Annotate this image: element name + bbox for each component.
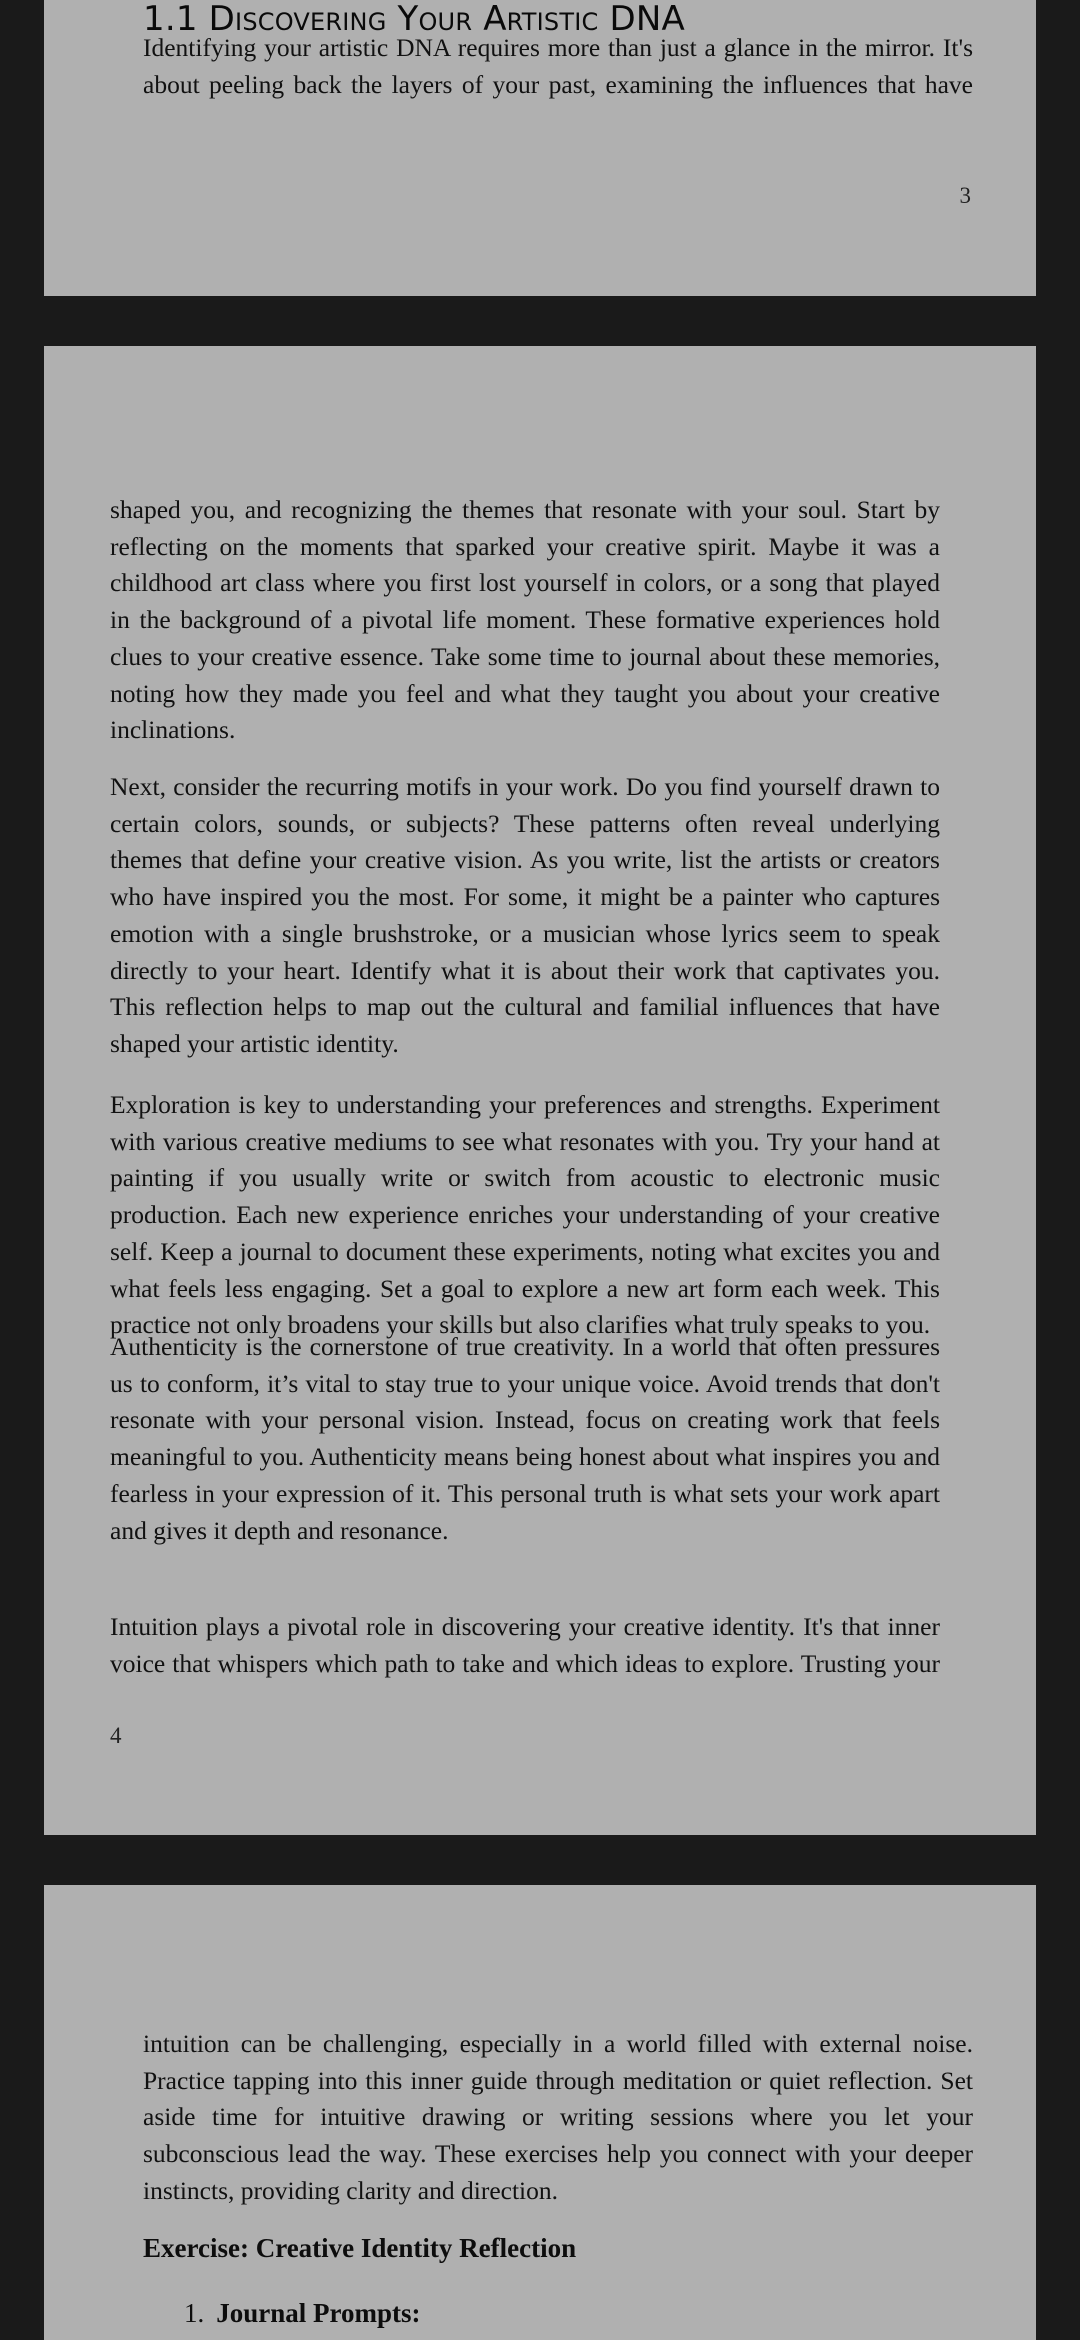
section-heading: 1.1 Discovering Your Artistic DNA (143, 0, 685, 39)
exercise-title: Exercise: Creative Identity Reflection (143, 2233, 577, 2263)
document-page (44, 1885, 1036, 2340)
document-page (44, 0, 1036, 296)
page-number: 4 (110, 1723, 122, 1748)
document-page (44, 346, 1036, 1835)
list-item (184, 2295, 421, 2331)
list-item-number: 1. (184, 2298, 205, 2328)
page-number: 3 (959, 183, 971, 208)
list-item-label: Journal Prompts: (216, 2298, 421, 2328)
body-paragraph: Next, consider the recurring motifs in your work. Do you find yourself drawn to certain colors, sounds, or subjects? These patterns often reveal underlying themes that define your creative vision. As you write, list the artists or creators who have inspired you the most. For some, it might be a painter who captures emotion with a single brushstroke, or a musician whose lyrics seem to speak directly to your heart. Identify what it is about their work that captivates you. This reflection helps to map out the cultural and familial influences that have shaped your artistic identity. (110, 772, 940, 1058)
body-paragraph: Exploration is key to understanding your preferences and strengths. Experiment with various creative mediums to see what resonates with you. Try your hand at painting if you usually write or switch from acoustic to electronic music production. Each new experience enriches your understanding of your creative self. Keep a journal to document these experiments, noting what excites you and what feels less engaging. Set a goal to explore a new art form each week. This practice not only broadens your skills but also clarifies what truly speaks to you. (110, 1090, 940, 1340)
body-paragraph: Authenticity is the cornerstone of true creativity. In a world that often pressures us to conform, it’s vital to stay true to your unique voice. Avoid trends that don't resonate with your personal vision. Instead, focus on creating work that feels meaningful to you. Authenticity means being honest about what inspires you and fearless in your expression of it. This personal truth is what sets your work apart and gives it depth and resonance. (110, 1332, 940, 1545)
body-paragraph: Identifying your artistic DNA requires more than just a glance in the mirror. It's about peeling back the layers of your past, examining the influences that have (143, 33, 973, 99)
body-paragraph: shaped you, and recognizing the themes that resonate with your soul. Start by reflecting on the moments that sparked your creative spirit. Maybe it was a childhood art class where you first lost yourself in colors, or a song that played in the background of a pivotal life moment. These formative experiences hold clues to your creative essence. Take some time to journal about these memories, noting how they made you feel and what they taught you about your creative inclinations. (110, 495, 940, 745)
body-paragraph: Intuition plays a pivotal role in discovering your creative identity. It's that inner voice that whispers which path to take and which ideas to explore. Trusting your (110, 1612, 940, 1678)
body-paragraph: intuition can be challenging, especially in a world filled with external noise. Practice tapping into this inner guide through meditation or quiet reflection. Set aside time for intuitive drawing or writing sessions where you let your subconscious lead the way. These exercises help you connect with your deeper instincts, providing clarity and direction. (143, 2029, 973, 2205)
